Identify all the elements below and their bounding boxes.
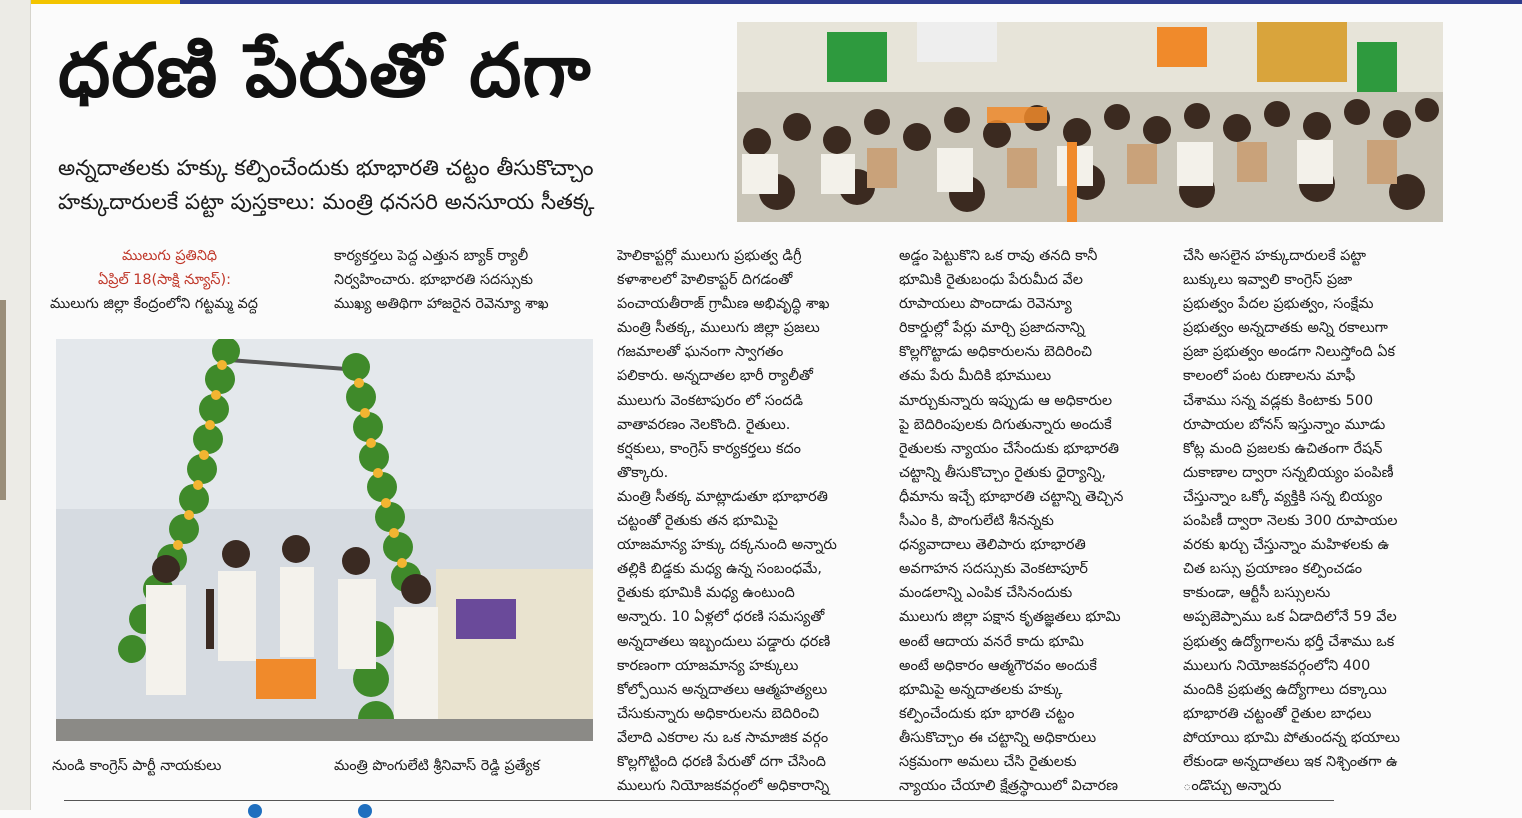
article-line: కొల్లగొట్టాడు అధికారులను బెదిరించి <box>899 344 1093 361</box>
article-line: కొల్లగొట్టింది ధరణి పేరుతో దగా చేసింది <box>617 753 826 770</box>
article-line: చేసి అసలైన హక్కుదారులకే పట్టా <box>1183 248 1367 264</box>
article-line: చేస్తున్నాం ఒక్కో వ్యక్తికి సన్న బియ్యం <box>1183 488 1383 505</box>
garland-welcome-photo <box>56 339 593 741</box>
article-line: రూపాయల బోనస్ ఇస్తున్నాం మూడు <box>1183 416 1386 433</box>
article-line: కాలంలో పంట రుణాలను మాఫీ <box>1183 368 1356 385</box>
article-line: ండొచ్చు అన్నారు <box>1183 778 1282 795</box>
article-column-4 <box>899 244 1161 798</box>
article-line: సీఎం కి, పొంగులేటి శీనన్నకు <box>899 513 1054 530</box>
article-line: గజమాలతో ఘనంగా స్వాగతం <box>617 344 784 361</box>
article-column-1 <box>50 244 312 316</box>
adjacent-photo-sliver <box>0 300 6 500</box>
article-line: సక్రమంగా అమలు చేసి రైతులకు <box>899 753 1077 770</box>
article-line: ప్రజా ప్రభుత్వం అండగా నిలుస్తోంది ఏక <box>1183 344 1395 361</box>
article-line: చట్టంతో రైతుకు తన భూమిపై <box>617 513 779 530</box>
article-line: ముఖ్య అతిథిగా హాజరైన రెవెన్యూ శాఖ <box>334 296 549 313</box>
rally-crowd-photo <box>737 22 1443 222</box>
article-column-2 <box>334 244 596 316</box>
article-line: పోయాయి భూమి పోతుందన్న భయాలు <box>1183 729 1400 746</box>
article-line: పలికారు. అన్నదాతల భారీ ర్యాలీతో <box>617 368 813 385</box>
article-line: వరకు ఖర్చు చేస్తున్నాం మహిళలకు ఉ <box>1183 537 1390 554</box>
article-line: లేకుండా అన్నదాతలు ఇక నిశ్చింతగా ఉ <box>1183 753 1398 770</box>
article-line: అంటే ఆదాయ వనరే కాదు భూమి <box>899 633 1084 650</box>
article-line: ధీమాను ఇచ్చే భూభారతి చట్టాన్ని తెచ్చిన <box>899 488 1124 505</box>
article-line: ములుగు నియోజకవర్గంలోని 400 <box>1183 657 1371 674</box>
article-line: కర్షకులు, కాంగ్రెస్ కార్యకర్తలు కదం <box>617 440 801 457</box>
article-line: అన్నదాతలు ఇబ్బందులు పడ్డారు ధరణి <box>617 633 831 650</box>
article-line: పంపిణీ ద్వారా నెలకు 300 రూపాయల <box>1183 513 1398 530</box>
article-line: పంచాయతీరాజ్ గ్రామీణ అభివృద్ధి శాఖ <box>617 296 830 313</box>
article-line: కల్పించేందుకు భూ భారతి చట్టం <box>899 705 1075 722</box>
article-line: కార్యకర్తలు పెద్ద ఎత్తున బ్యాక్ ర్యాలీ <box>334 248 529 264</box>
article-line: కోట్ల మంది ప్రజలకు ఉచితంగా రేషన్ <box>1183 440 1383 457</box>
headline: ధరణి పేరుతో దగా <box>58 28 592 114</box>
article-line: చిత బస్సు ప్రయాణం కల్పించడం <box>1183 561 1363 578</box>
photo-caption-right: మంత్రి పొంగులేటి శ్రీనివాస్ రెడ్డి ప్రత్యేక <box>334 758 540 774</box>
article-line: కారణంగా యాజమాన్య హక్కులు <box>617 657 799 674</box>
article-line: ధన్యవాదాలు తెలిపారు భూభారతి <box>899 537 1086 554</box>
article-line: కోల్పోయిన అన్నదాతలు ఆత్మహత్యలు <box>617 681 828 698</box>
article-line: ములుగు వెంకటాపురం లో సందడి <box>617 392 804 409</box>
article-line: ములుగు నియోజకవర్గంలో అధికారాన్ని <box>617 778 830 795</box>
subheadline-line: అన్నదాతలకు హక్కు కల్పించేందుకు భూభారతి చట్టం తీసుకొచ్చాం <box>58 156 594 181</box>
article-line: అడ్డం పెట్టుకొని ఒక రావు తనది కానీ <box>899 248 1098 264</box>
subheadline-line: హక్కుదారులకే పట్టా పుస్తకాలు: మంత్రి ధనసరి అనసూయ సీతక్క <box>58 190 595 215</box>
article-line: ప్రభుత్వ ఉద్యోగాలను భర్తీ చేశాము ఒక <box>1183 633 1395 650</box>
garland-welcome-illustration <box>56 339 593 741</box>
photo-caption-left: నుండి కాంగ్రెస్ పార్టీ నాయకులు <box>52 758 222 774</box>
article-line: ములుగు జిల్లా కేంద్రంలోని గట్టమ్మ వద్ద <box>50 296 258 313</box>
article-line: అంటే అధికారం ఆత్మగౌరవం అందుకే <box>899 657 1097 674</box>
article-line: పై బెదిరింపులకు దిగుతున్నారు అందుకే <box>899 416 1112 433</box>
article-line: భూమిపై అన్నదాతలకు హక్కు <box>899 681 1063 698</box>
article-line: తల్లికి బిడ్డకు మధ్య ఉన్న సంబంధమే, <box>617 561 822 578</box>
article-line: న్యాయం చేయాలి క్షేత్రస్థాయిలో విచారణ <box>899 778 1119 795</box>
article-line: వాతావరణం నెలకొంది. రైతులు. <box>617 416 791 433</box>
adjacent-page-strip <box>0 0 31 810</box>
article-line: మంత్రి సీతక్క మాట్లాడుతూ భూభారతి <box>617 488 828 505</box>
top-rule <box>30 0 1522 4</box>
article-line: చేసుకున్నారు అధికారులను బెదిరించి <box>617 705 820 722</box>
article-line: మార్చుకున్నారు ఇప్పుడు ఆ అధికారుల <box>899 392 1113 409</box>
bottom-marker-dot <box>248 804 262 818</box>
article-line: తీసుకొచ్చాం ఈ చట్టాన్ని అధికారులు <box>899 729 1097 746</box>
article-line: రికార్డుల్లో పేర్లు మార్చి ప్రజాదనాన్ని <box>899 320 1085 337</box>
article-line: రైతుకు భూమికి మధ్య ఉంటుంది <box>617 585 795 602</box>
bottom-marker-dot <box>358 804 372 818</box>
article-line: అన్నారు. 10 ఏళ్లలో ధరణి సమస్యతో <box>617 609 825 626</box>
article-line: నిర్వహించారు. భూభారతి సదస్సుకు <box>334 272 534 289</box>
article-line: యాజమాన్య హక్కు దక్కనుంది అన్నారు <box>617 537 837 554</box>
article-line: ప్రభుత్వం పేదల ప్రభుత్వం, సంక్షేమ <box>1183 296 1374 313</box>
article-line: చట్టాన్ని తీసుకొచ్చాం రైతుకు ధైర్యాన్ని, <box>899 464 1106 481</box>
article-line: బుక్కులు ఇవ్వాలి కాంగ్రెస్ ప్రజా <box>1183 272 1353 289</box>
bottom-rule <box>64 800 1334 801</box>
article-line: భూభారతి చట్టంతో రైతుల బాధలు <box>1183 705 1372 722</box>
article-line: ములుగు జిల్లా పక్షాన కృతజ్ఞతలు భూమి <box>899 609 1121 626</box>
article-line: భూమికి రైతుబంధు పేరుమీద వేల <box>899 272 1083 289</box>
rally-crowd-illustration <box>737 22 1443 222</box>
subheadline <box>58 152 718 220</box>
article-line: కాకుండా, ఆర్టీసీ బస్సులను <box>1183 585 1331 602</box>
article-line: తొక్కారు. <box>617 464 669 481</box>
article-line: మండలాన్ని ఎంపిక చేసినందుకు <box>899 585 1073 602</box>
article-line: చేశాము సన్న వడ్లకు కింటాకు 500 <box>1183 392 1374 409</box>
article-line: దుకాణాల ద్వారా సన్నబియ్యం పంపిణీ <box>1183 464 1394 481</box>
article-line: వేలాది ఎకరాల ను ఒక సామాజిక వర్గం <box>617 729 829 746</box>
article-line: కళాశాలలో హెలికాప్టర్ దిగడంతో <box>617 272 793 289</box>
byline-line: ములుగు ప్రతినిధి <box>122 248 218 264</box>
article-line: మందికి ప్రభుత్వ ఉద్యోగాలు దక్కాయి <box>1183 681 1387 698</box>
byline-line: ఏప్రిల్ 18(సాక్షి న్యూస్): <box>98 272 231 289</box>
article-line: ప్రభుత్వం అన్నదాతకు అన్ని రకాలుగా <box>1183 320 1388 337</box>
article-line: తమ పేరు మీదికి భూములు <box>899 368 1052 385</box>
article-column-3 <box>617 244 875 798</box>
article-line: రైతులకు న్యాయం చేసేందుకు భూభారతి <box>899 440 1120 457</box>
article-line: అవగాహన సదస్సుకు వెంకటాపూర్ <box>899 561 1088 578</box>
article-line: అప్పజెప్పాము ఒక ఏడాదిలోనే 59 వేల <box>1183 609 1397 626</box>
article-line: రూపాయలు పొందాడు రెవెన్యూ <box>899 296 1072 313</box>
article-column-5 <box>1183 244 1445 798</box>
article-line: హెలికాప్టర్లో ములుగు ప్రభుత్వ డిగ్రీ <box>617 248 802 264</box>
article-line: మంత్రి సీతక్క, ములుగు జిల్లా ప్రజలు <box>617 320 820 337</box>
top-rule-accent <box>30 0 180 4</box>
